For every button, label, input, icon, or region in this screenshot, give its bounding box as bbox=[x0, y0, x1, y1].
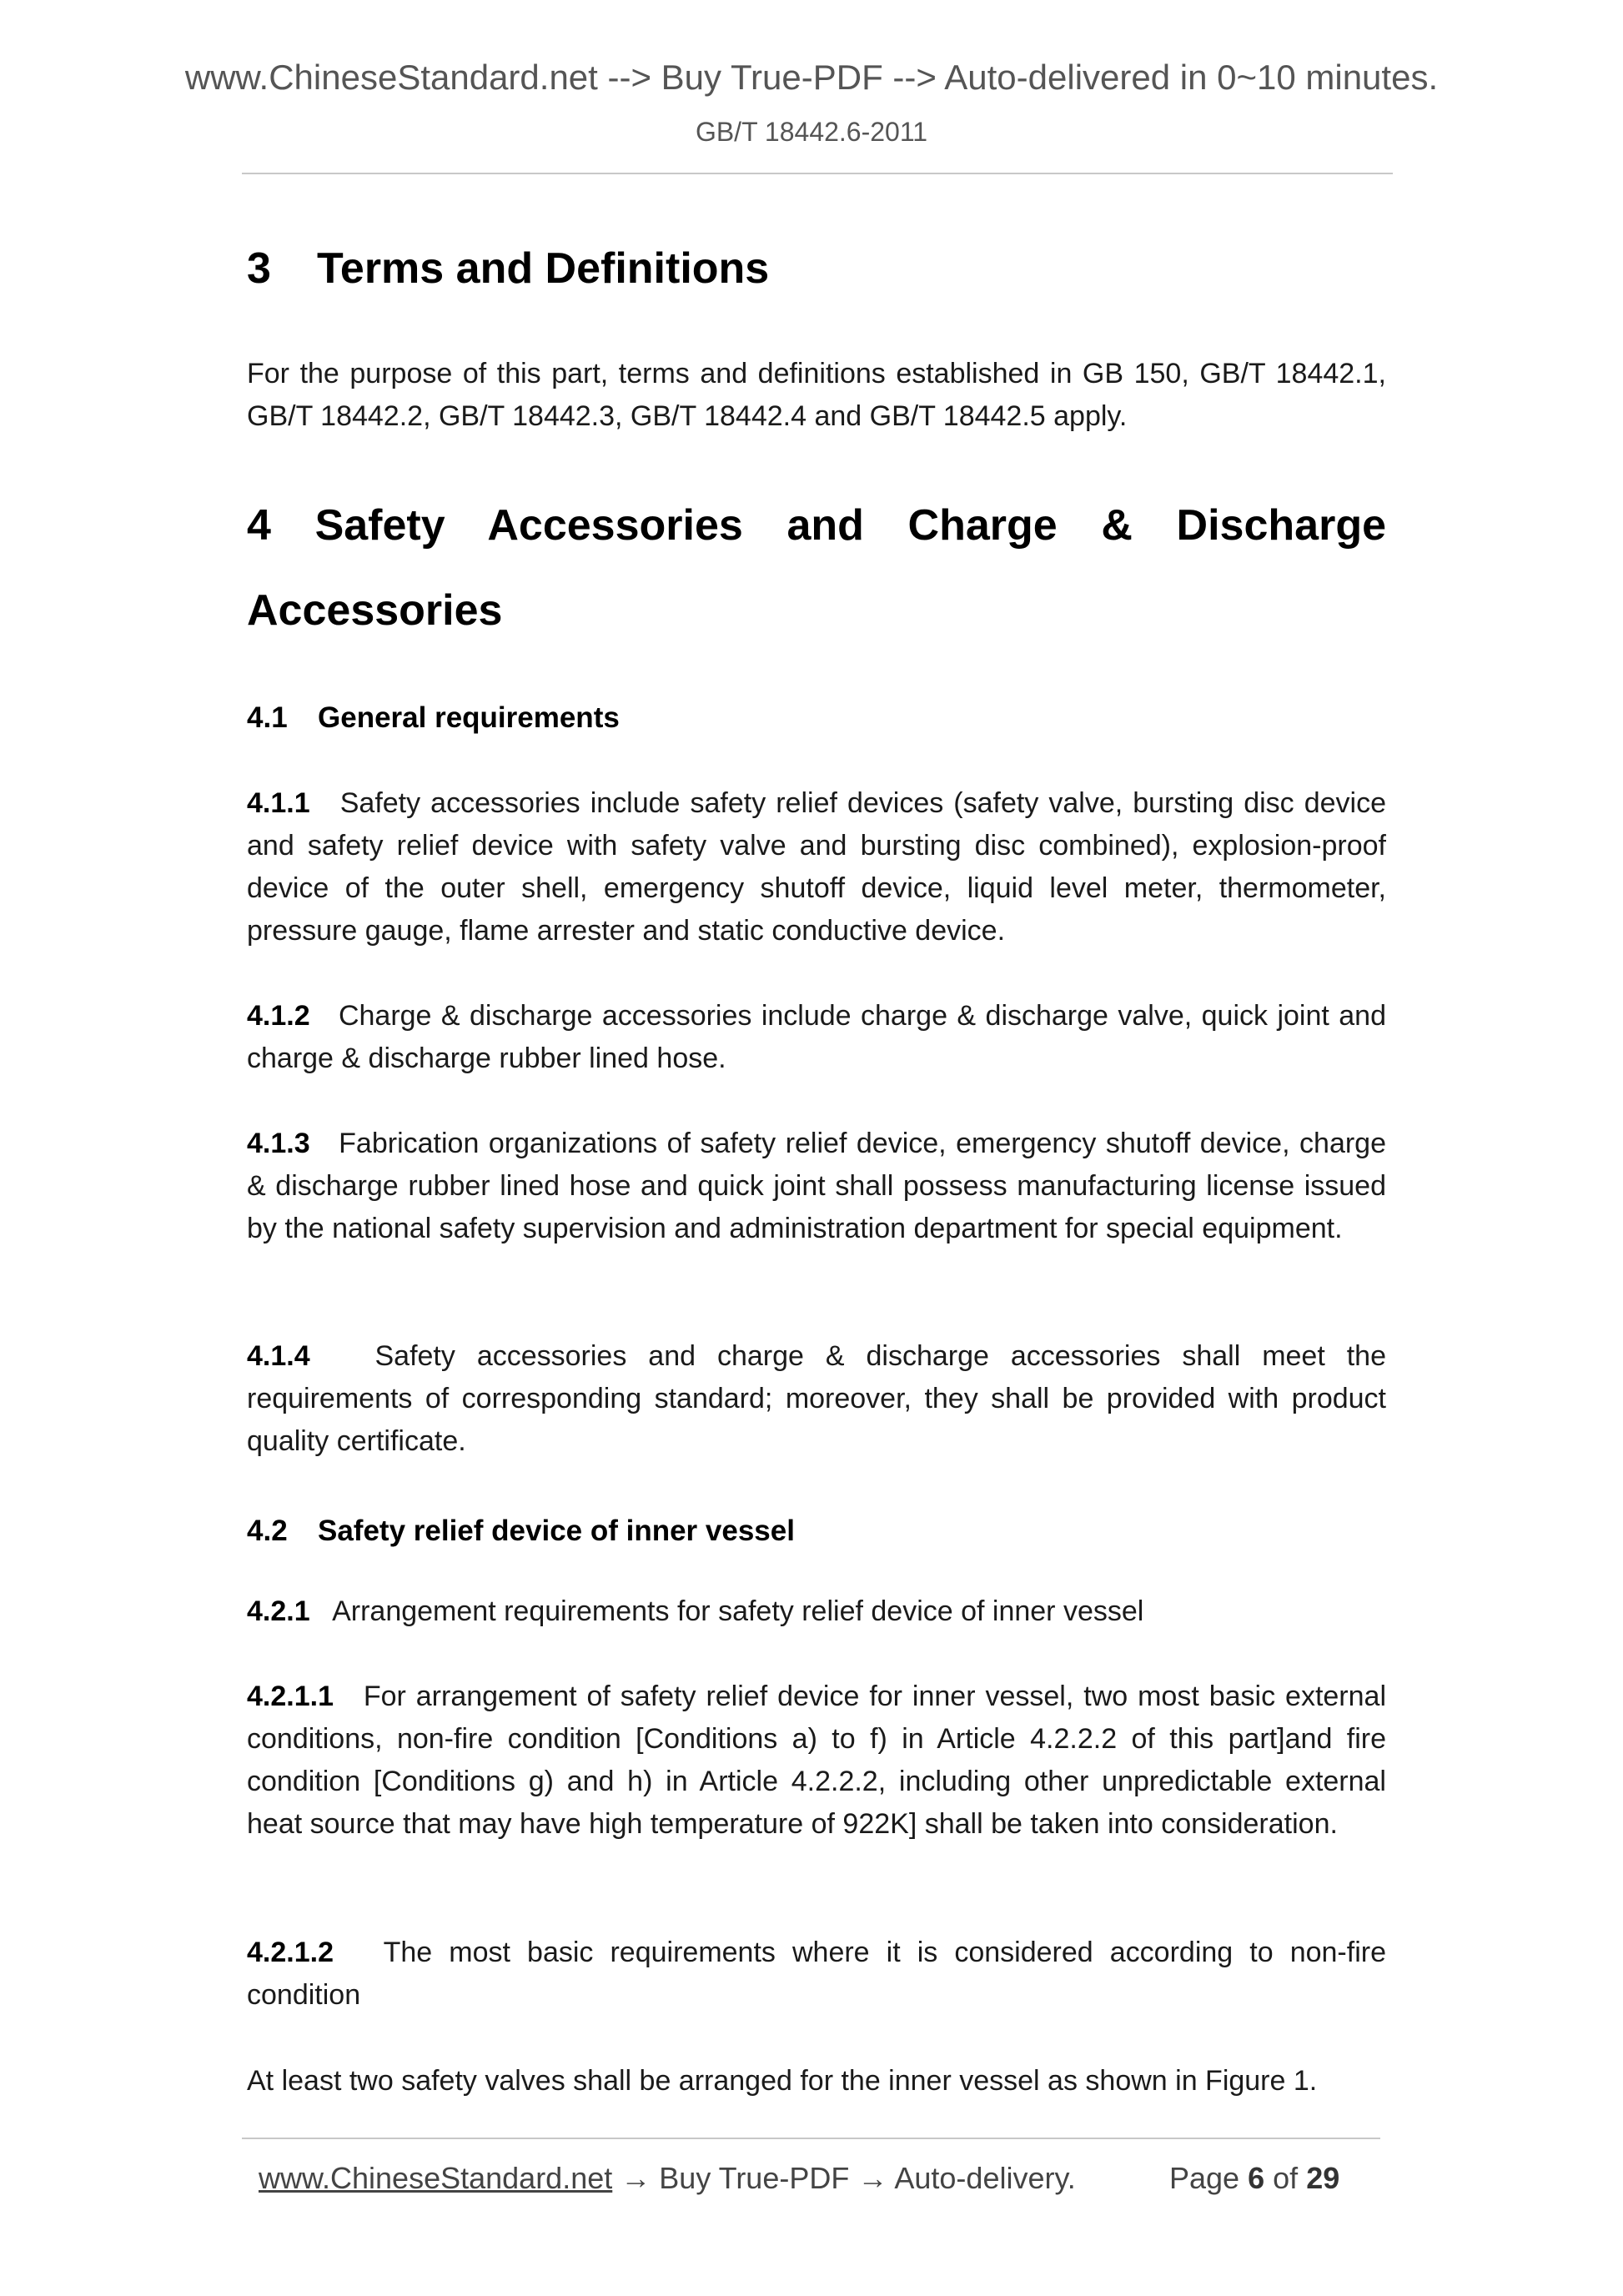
section-title: Terms and Definitions bbox=[317, 244, 770, 293]
header-divider bbox=[242, 173, 1393, 174]
subsection-4-1-heading bbox=[247, 703, 1386, 732]
closing-paragraph: At least two safety valves shall be arranged for the inner vessel as shown in Figure 1. bbox=[247, 2065, 1318, 2097]
clause-text: Safety accessories include safety relief devices (safety valve, bursting disc device and safety relief device with safety valve and bursting disc combined), explosion-proof device of the outer shell, emergency shutoff device, liquid level meter, thermometer, pressure gauge, flame arrester and static conductive device. bbox=[247, 787, 1386, 947]
page-current: 6 bbox=[1248, 2161, 1265, 2195]
footer-left bbox=[259, 2163, 1076, 2193]
clause-number: 4.1.4 bbox=[247, 1340, 310, 1372]
footer-link[interactable]: www.ChineseStandard.net bbox=[259, 2161, 613, 2195]
header-banner: www.ChineseStandard.net --> Buy True-PDF --> Auto-delivered in 0~10 minutes. bbox=[184, 58, 1439, 97]
clause-number: 4.1.1 bbox=[247, 787, 310, 819]
of-label: of bbox=[1273, 2161, 1299, 2195]
clause-text: Fabrication organizations of safety relief device, emergency shutoff device, charge & discharge rubber lined hose and quick joint shall possess manufacturing license issued by the national safety supervision and administration department for special equipment. bbox=[247, 1128, 1386, 1244]
section-3-heading bbox=[247, 226, 1386, 311]
page-label: Page bbox=[1169, 2161, 1240, 2195]
clause-text: Arrangement requirements for safety relief device of inner vessel bbox=[332, 1595, 1144, 1627]
clause-4-2-1 bbox=[247, 1590, 1386, 1633]
section-number: 4 bbox=[247, 501, 271, 550]
page-total: 29 bbox=[1306, 2161, 1340, 2195]
footer-buy: Buy True-PDF bbox=[659, 2161, 850, 2195]
section-title-line1: Safety Accessories and Charge & Discharge bbox=[314, 501, 1387, 550]
footer-delivery: Auto-delivery. bbox=[894, 2161, 1076, 2195]
clause-text: The most basic requirements where it is considered according to non-fire condition bbox=[247, 1937, 1386, 2011]
subsection-number: 4.2 bbox=[247, 1515, 288, 1547]
clause-text: Charge & discharge accessories include charge & discharge valve, quick joint and charge & discharge rubber lined hose. bbox=[247, 1000, 1386, 1074]
footer-divider bbox=[242, 2138, 1380, 2139]
clause-4-2-1-1 bbox=[247, 1676, 1386, 1846]
subsection-4-2-heading bbox=[247, 1516, 1386, 1545]
subsection-number: 4.1 bbox=[247, 701, 288, 734]
section-4-heading bbox=[247, 501, 1387, 550]
clause-4-1-2 bbox=[247, 995, 1386, 1080]
clause-4-2-1-2 bbox=[247, 1932, 1386, 2017]
section-3-paragraph: For the purpose of this part, terms and definitions established in GB 150, GB/T 18442.1, GB/T 18442.2, GB/T 18442.3, GB/T 18442.4 and GB/T 18442.5 apply. bbox=[247, 358, 1386, 432]
clause-text: For arrangement of safety relief device for inner vessel, two most basic external conditions, non-fire condition [Conditions a) to f) in Article 4.2.2.2 of this part]and fire condition [Conditions g) and h) in Article 4.2.2.2, including other unpredictable external heat source that may have high temperature of 922K] shall be taken into consideration. bbox=[247, 1681, 1386, 1840]
section-number: 3 bbox=[247, 244, 271, 293]
section-4-heading-line2: Accessories bbox=[247, 586, 503, 635]
clause-text: Safety accessories and charge & discharge accessories shall meet the requirements of corresponding standard; moreover, they shall be provided with product quality certificate. bbox=[247, 1340, 1387, 1457]
arrow-icon: → bbox=[857, 2161, 888, 2195]
subsection-title: General requirements bbox=[318, 701, 620, 734]
page-indicator bbox=[1169, 2163, 1339, 2193]
subsection-title: Safety relief device of inner vessel bbox=[318, 1515, 795, 1547]
standard-number: GB/T 18442.6-2011 bbox=[695, 117, 928, 147]
clause-number: 4.1.2 bbox=[247, 1000, 310, 1032]
clause-number: 4.1.3 bbox=[247, 1128, 310, 1159]
clause-4-1-3 bbox=[247, 1123, 1386, 1250]
clause-4-1-1 bbox=[247, 782, 1386, 952]
arrow-icon: → bbox=[621, 2161, 651, 2195]
clause-number: 4.2.1.1 bbox=[247, 1681, 334, 1712]
clause-number: 4.2.1 bbox=[247, 1595, 310, 1627]
clause-number: 4.2.1.2 bbox=[247, 1937, 334, 1968]
clause-4-1-4 bbox=[247, 1335, 1386, 1463]
